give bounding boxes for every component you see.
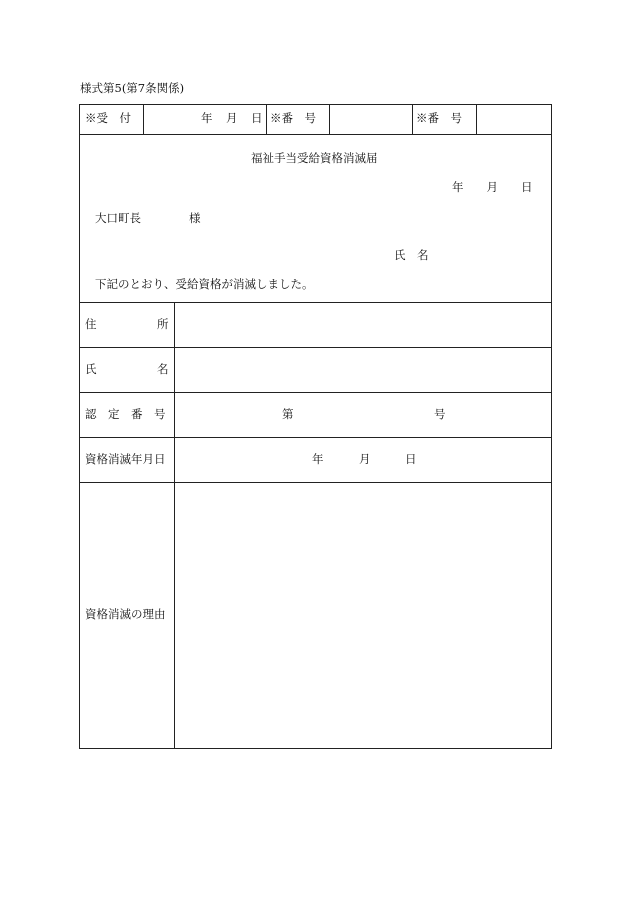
table-bottom-border [79,748,552,749]
loss-date-month: 月 [359,452,371,466]
name-label-right: 名 [157,362,169,376]
cert-number-suffix: 号 [434,407,446,421]
loss-date-label: 資格消滅年月日 [85,452,166,466]
address-field[interactable] [175,303,551,347]
applicant-name-label: 氏 名 [394,248,429,262]
table-left-border [79,104,80,749]
submission-date: 年 月 日 [452,180,533,194]
header-divider-1 [143,104,144,134]
loss-reason-label: 資格消滅の理由 [85,607,166,621]
header-row-divider [79,134,552,135]
number-field-1[interactable] [330,105,412,134]
cert-number-label: 認 定 番 号 [85,407,166,421]
honorific: 様 [189,211,201,225]
number-field-2[interactable] [477,105,551,134]
statement: 下記のとおり、受給資格が消滅しました。 [95,277,314,291]
receipt-date-label: 年 月 日 [201,111,264,125]
name-label-left: 氏 [85,362,97,376]
addressee: 大口町長 [95,211,141,225]
loss-date-field[interactable] [175,438,551,482]
receipt-label: ※受 付 [85,111,131,125]
loss-date-year: 年 [312,452,324,466]
form-number: 様式第5(第7条関係) [80,81,185,95]
header-divider-2 [266,104,267,134]
header-divider-4 [412,104,413,134]
cert-number-prefix: 第 [282,407,294,421]
name-field[interactable] [175,348,551,392]
form-title: 福祉手当受給資格消滅届 [251,151,378,165]
address-label-left: 住 [85,317,97,331]
loss-reason-field[interactable] [175,483,551,748]
number-label-2: ※番 号 [416,111,462,125]
table-right-border [551,104,552,749]
number-label-1: ※番 号 [270,111,316,125]
cert-number-field[interactable] [296,393,432,437]
address-label-right: 所 [157,317,169,331]
loss-date-day: 日 [405,452,417,466]
